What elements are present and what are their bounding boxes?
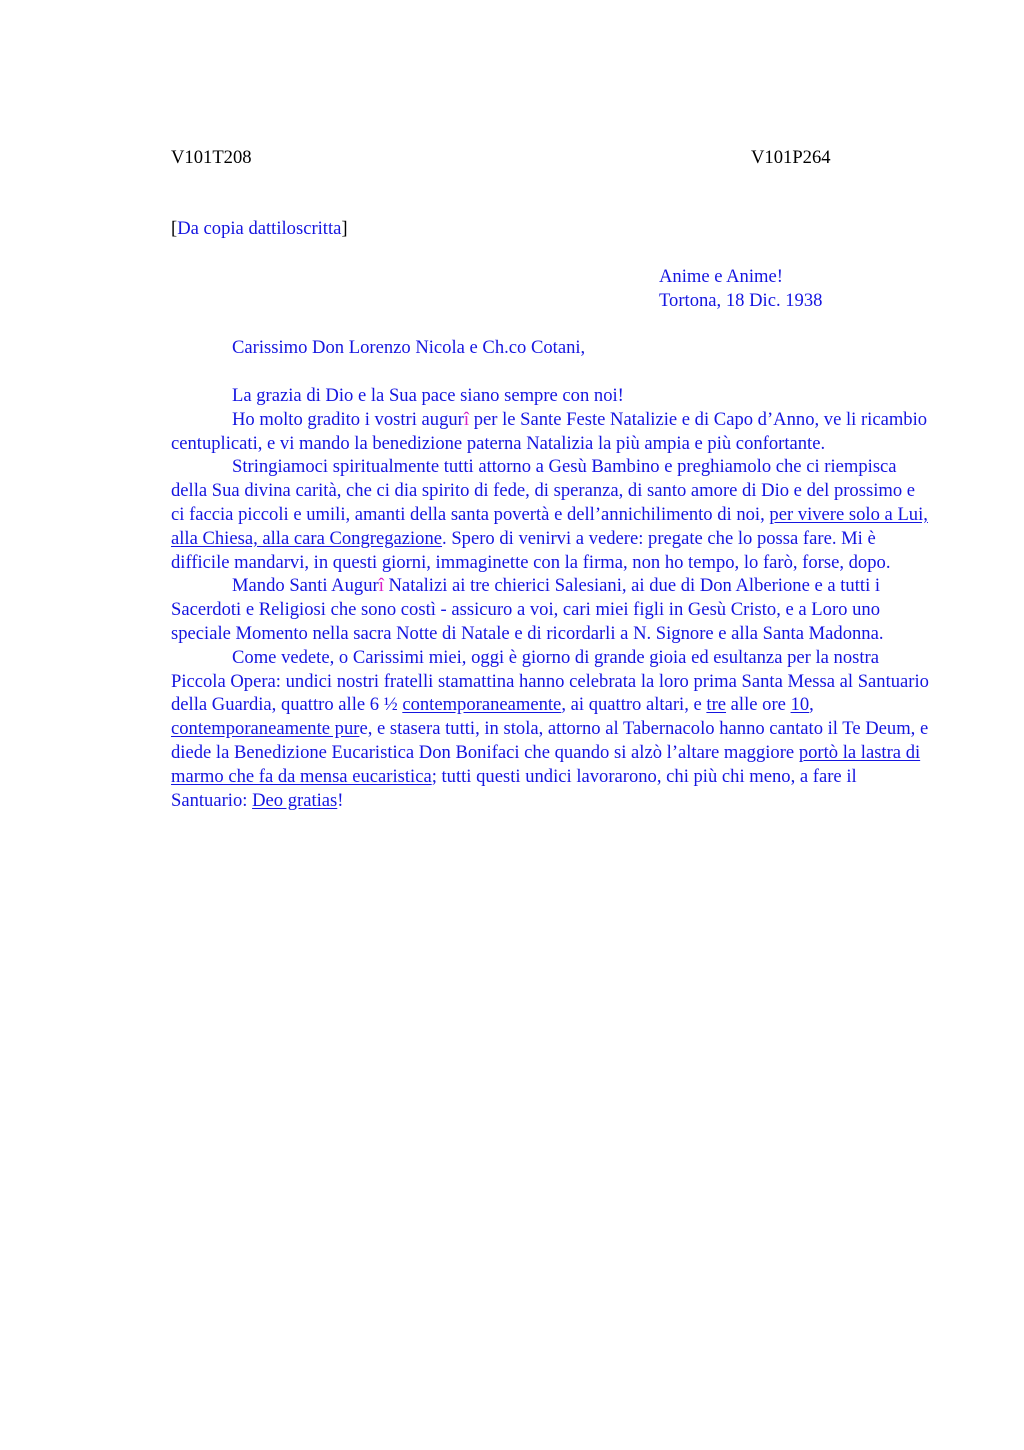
text-run: per le Sante Feste Natalizie e di Capo d’Anno, ve li ricambio centuplicati, e vi mando la benedizione paterna Natalizia la più ampia e più confortante.	[171, 408, 928, 454]
text-run: Come vedete, o Carissimi miei, oggi è giorno di grande gioia ed esultanza per la nostra Piccola Opera: undici nostri fratelli stamattina hanno celebrata la loro prima Santa Messa al Santuario della Guardia, quattro alle 6 ½	[171, 646, 929, 716]
text-run: alle ore	[726, 694, 791, 716]
underlined-phrase: tre	[706, 694, 727, 716]
place-date: Tortona, 18 Dic. 1938	[659, 290, 823, 311]
text-run: !	[337, 789, 344, 811]
underlined-phrase: per vivere solo a Lui, alla Chiesa, alla cara Congregazione	[171, 503, 928, 549]
source-note-close-bracket: ]	[341, 218, 348, 239]
document-code-right: V101P264	[751, 147, 831, 168]
text-run: , ai quattro altari, e	[561, 694, 707, 716]
underlined-phrase: Deo gratias	[252, 789, 338, 811]
letter-body	[171, 384, 931, 812]
text-run: ,	[809, 694, 814, 716]
motto: Anime e Anime!	[659, 266, 783, 287]
paragraph-thanks	[171, 408, 931, 456]
paragraph-first-masses	[171, 646, 931, 813]
text-run: e, e stasera tutti, in stola, attorno al Tabernacolo hanno cantato il Te Deum, e diede la Benedizione Eucaristica Don Bonifaci che quando si alzò l’altare maggiore	[171, 718, 929, 763]
paragraph-wishes	[171, 574, 931, 645]
source-note	[171, 217, 348, 241]
text-run: . Spero di venirvi a vedere: pregate che lo possa fare. Mi è difficile mandarvi, in questi giorni, immaginette con la firma, non ho tempo, lo farò, forse, dopo.	[171, 527, 891, 573]
salutation: Carissimo Don Lorenzo Nicola e Ch.co Cotani,	[232, 337, 586, 358]
text-run: Ho molto gradito i vostri augur	[232, 408, 464, 430]
accent-mark: î	[463, 408, 470, 430]
text-run: Stringiamoci spiritualmente tutti attorno a Gesù Bambino e preghiamolo che ci riempisca della Sua divina carità, che ci dia spirito di fede, di speranza, di santo amore di Dio e del prossimo e ci faccia piccoli e umili, amanti della santa povertà e dell’annichilimento di noi,	[171, 456, 916, 525]
source-note-text: Da copia dattiloscritta	[177, 218, 342, 239]
text-run: Natalizi ai tre chierici Salesiani, ai due di Don Alberione e a tutti i Sacerdoti e Religiosi che sono costì - assicuro a voi, cari miei figli in Gesù Cristo, e a Loro uno speciale Momento nella sacra Notte di Natale e di ricordarli a N. Signore e alla Santa Madonna.	[171, 575, 884, 644]
document-code-left: V101T208	[171, 147, 252, 168]
underlined-phrase: 10	[790, 694, 810, 716]
text-run: Mando Santi Augur	[232, 575, 379, 597]
paragraph-prayer	[171, 455, 931, 574]
text-run: ; tutti questi undici lavorarono, chi più chi meno, a fare il Santuario:	[171, 765, 857, 811]
paragraph-greeting: La grazia di Dio e la Sua pace siano sempre con noi!	[232, 385, 624, 406]
accent-mark: î	[378, 575, 384, 597]
source-note-open-bracket: [	[171, 218, 178, 239]
place-date-block	[659, 265, 822, 313]
underlined-phrase: contemporaneamente	[402, 694, 562, 716]
underlined-phrase: portò la lastra di marmo che fa da mensa eucaristica	[171, 741, 921, 787]
underlined-phrase: contemporaneamente pur	[171, 718, 360, 740]
